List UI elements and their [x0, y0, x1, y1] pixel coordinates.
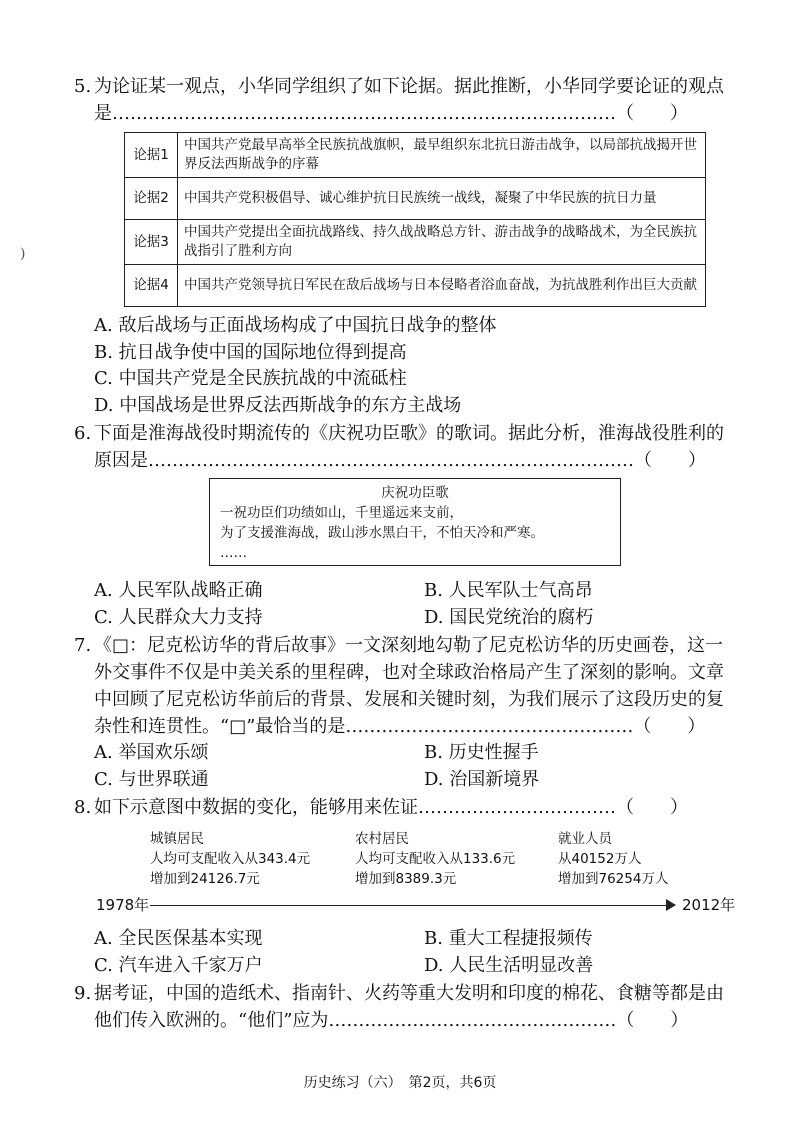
- q5-line2: 是…………………………………………………………………………（ ）: [94, 103, 688, 124]
- timeline-column-rural: [355, 829, 515, 889]
- timeline-start-year: 1978年: [96, 896, 150, 914]
- timeline-end-year: 2012年: [682, 896, 736, 914]
- evidence-row: [125, 265, 706, 307]
- evidence-label: 论据2: [125, 178, 178, 220]
- evidence-text: 中国共产党积极倡导、诚心维护抗日民族统一战线，凝聚了中华民族的抗日力量: [178, 178, 706, 220]
- evidence-table: [124, 132, 706, 307]
- q7-option-a[interactable]: A. 举国欢乐颂: [94, 742, 209, 763]
- timeline-column-line: 增加到8389.3元: [355, 871, 457, 887]
- timeline-column-urban: [150, 829, 310, 889]
- timeline-column-line: 增加到24126.7元: [150, 871, 260, 887]
- timeline-column-employment: [558, 829, 668, 889]
- timeline-column-title: 城镇居民: [150, 831, 204, 847]
- timeline-column-title: 就业人员: [558, 831, 612, 847]
- q7-line3: 中回顾了尼克松访华前后的背景、发展和关键时刻，为我们展示了这段历史的复: [94, 689, 724, 710]
- q6-option-a[interactable]: A. 人民军队战略正确: [94, 580, 263, 601]
- q6-number: 6.: [74, 423, 92, 444]
- q9-line1: [74, 980, 754, 1008]
- q6-line2: 原因是………………………………………………………………………（ ）: [94, 450, 706, 471]
- timeline-column-line: 从40152万人: [558, 851, 642, 867]
- timeline-arrow-icon: [666, 899, 676, 911]
- q6-option-d[interactable]: D. 国民党统治的腐朽: [424, 607, 594, 628]
- q8-option-c[interactable]: C. 汽车进入千家万户: [94, 955, 263, 976]
- q5-number: 5.: [74, 76, 92, 97]
- page-footer: 历史练习（六） 第2页，共6页: [303, 1075, 497, 1091]
- evidence-text: 中国共产党最早高举全民族抗战旗帜，最早组织东北抗日游击战争，以局部抗战揭开世界反法西斯战争的序幕: [178, 133, 706, 178]
- evidence-label: 论据4: [125, 265, 178, 307]
- q8-option-d[interactable]: D. 人民生活明显改善: [424, 955, 594, 976]
- q5-option-b[interactable]: B. 抗日战争使中国的国际地位得到提高: [94, 342, 407, 363]
- q8-option-b[interactable]: B. 重大工程捷报频传: [424, 928, 593, 949]
- q9-stem-1: 据考证，中国的造纸术、指南针、火药等重大发明和印度的棉花、食糖等都是由: [94, 983, 724, 1004]
- q8-line1: [74, 794, 754, 822]
- song-title: 庆祝功臣歌: [381, 485, 449, 501]
- q7-number: 7.: [74, 635, 92, 656]
- evidence-row: [125, 178, 706, 220]
- q7-line1: [74, 632, 754, 660]
- q7-option-b[interactable]: B. 历史性握手: [424, 742, 539, 763]
- q8-option-a[interactable]: A. 全民医保基本实现: [94, 928, 263, 949]
- timeline-column-line: 增加到76254万人: [558, 871, 669, 887]
- evidence-label: 论据3: [125, 220, 178, 265]
- timeline-axis: [150, 905, 670, 906]
- q8-stem-1: 如下示意图中数据的变化，能够用来佐证……………………………（ ）: [94, 797, 688, 818]
- song-line: 一祝功臣们功绩如山，千里遥远来支前，: [220, 505, 463, 521]
- timeline-column-line: 人均可支配收入从343.4元: [150, 851, 311, 867]
- q5-option-c[interactable]: C. 中国共产党是全民族抗战的中流砥柱: [94, 368, 407, 389]
- q9-number: 9.: [74, 983, 92, 1004]
- q7-line2: 外交事件不仅是中美关系的里程碑，也对全球政治格局产生了深刻的影响。文章: [94, 662, 724, 683]
- q9-line2: 他们传入欧洲的。“他们”应为…………………………………………（ ）: [94, 1010, 689, 1031]
- q5-line1: [74, 73, 754, 101]
- q7-option-c[interactable]: C. 与世界联通: [94, 769, 209, 790]
- q5-stem-1: 为论证某一观点，小华同学组织了如下论据。据此推断，小华同学要论证的观点: [94, 76, 724, 97]
- evidence-label: 论据1: [125, 133, 178, 178]
- evidence-text: 中国共产党提出全面抗战路线、持久战战略总方针、游击战争的战略战术，为全民族抗战指引了胜利方向: [178, 220, 706, 265]
- q6-option-b[interactable]: B. 人民军队士气高昂: [424, 580, 593, 601]
- q7-option-d[interactable]: D. 治国新境界: [424, 769, 540, 790]
- evidence-row: [125, 220, 706, 265]
- q6-stem-1: 下面是淮海战役时期流传的《庆祝功臣歌》的歌词。据此分析，淮海战役胜利的: [94, 423, 724, 444]
- q6-line1: [74, 420, 754, 448]
- margin-mark: ): [20, 246, 26, 262]
- q5-option-d[interactable]: D. 中国战场是世界反法西斯战争的东方主战场: [94, 395, 462, 416]
- song-line: 为了支援淮海战，跋山涉水黑白干，不怕天冷和严寒。: [220, 525, 544, 541]
- q7-stem-1: 《□：尼克松访华的背后故事》一文深刻地勾勒了尼克松访华的历史画卷，这一: [94, 635, 724, 656]
- timeline-column-line: 人均可支配收入从133.6元: [355, 851, 516, 867]
- song-line: ……: [220, 545, 247, 561]
- timeline-column-title: 农村居民: [355, 831, 409, 847]
- q8-number: 8.: [74, 797, 92, 818]
- evidence-row: [125, 133, 706, 178]
- song-box: [209, 478, 621, 566]
- q7-line4: 杂性和连贯性。“□”最恰当的是…………………………………………（ ）: [94, 716, 706, 737]
- q6-option-c[interactable]: C. 人民群众大力支持: [94, 607, 263, 628]
- q5-option-a[interactable]: A. 敌后战场与正面战场构成了中国抗日战争的整体: [94, 315, 497, 336]
- evidence-text: 中国共产党领导抗日军民在敌后战场与日本侵略者浴血奋战，为抗战胜利作出巨大贡献: [178, 265, 706, 307]
